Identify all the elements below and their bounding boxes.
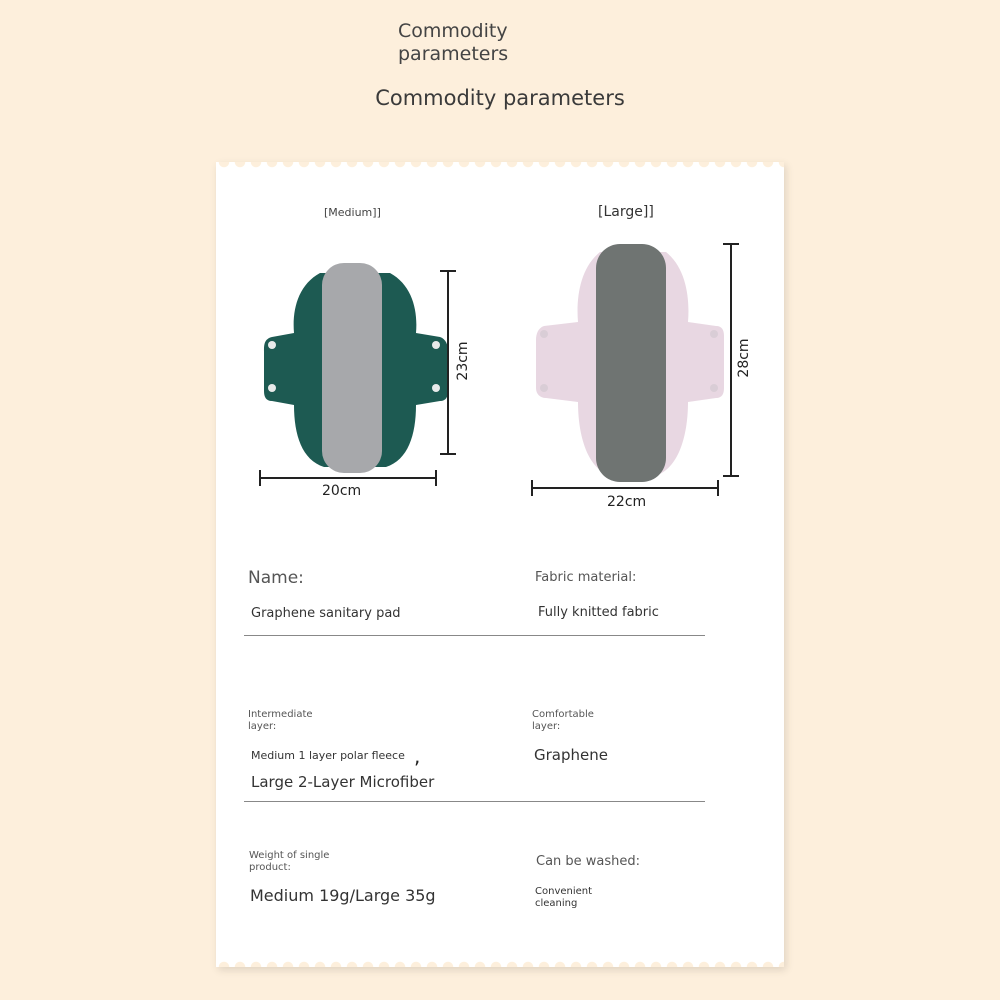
weight-value: Medium 19g/Large 35g [250,886,436,905]
size-label-medium: [Medium]] [324,206,381,219]
comfortable-value: Graphene [534,746,608,764]
washed-value: Convenient cleaning [535,886,593,909]
large-dimension-lines [525,236,745,506]
divider [244,635,705,636]
intermediate-value-large: Large 2-Layer Microfiber [251,773,435,791]
large-height-label: 28cm [736,338,752,378]
large-width-label: 22cm [607,494,647,510]
intermediate-comma: , [414,744,421,768]
fabric-value: Fully knitted fabric [538,605,659,620]
weight-label: Weight of single product: [249,850,330,873]
divider [244,801,705,802]
intermediate-layer-label: Intermediate layer: [248,709,313,732]
medium-height-label: 23cm [455,341,471,381]
medium-width-label: 20cm [322,483,362,499]
name-label: Name: [248,568,304,588]
header-title-small: Commodity parameters [398,20,509,65]
header-title-main: Commodity parameters [375,86,625,110]
washed-label: Can be washed: [536,854,641,869]
medium-dimension-lines [250,262,480,492]
fabric-label: Fabric material: [535,570,637,585]
card-bottom-edge [216,959,784,967]
intermediate-value-medium: Medium 1 layer polar fleece [251,749,405,762]
comfortable-layer-label: Comfortable layer: [532,709,594,732]
card-top-edge [216,162,784,170]
size-label-large: [Large]] [598,204,654,220]
name-value: Graphene sanitary pad [251,606,401,621]
